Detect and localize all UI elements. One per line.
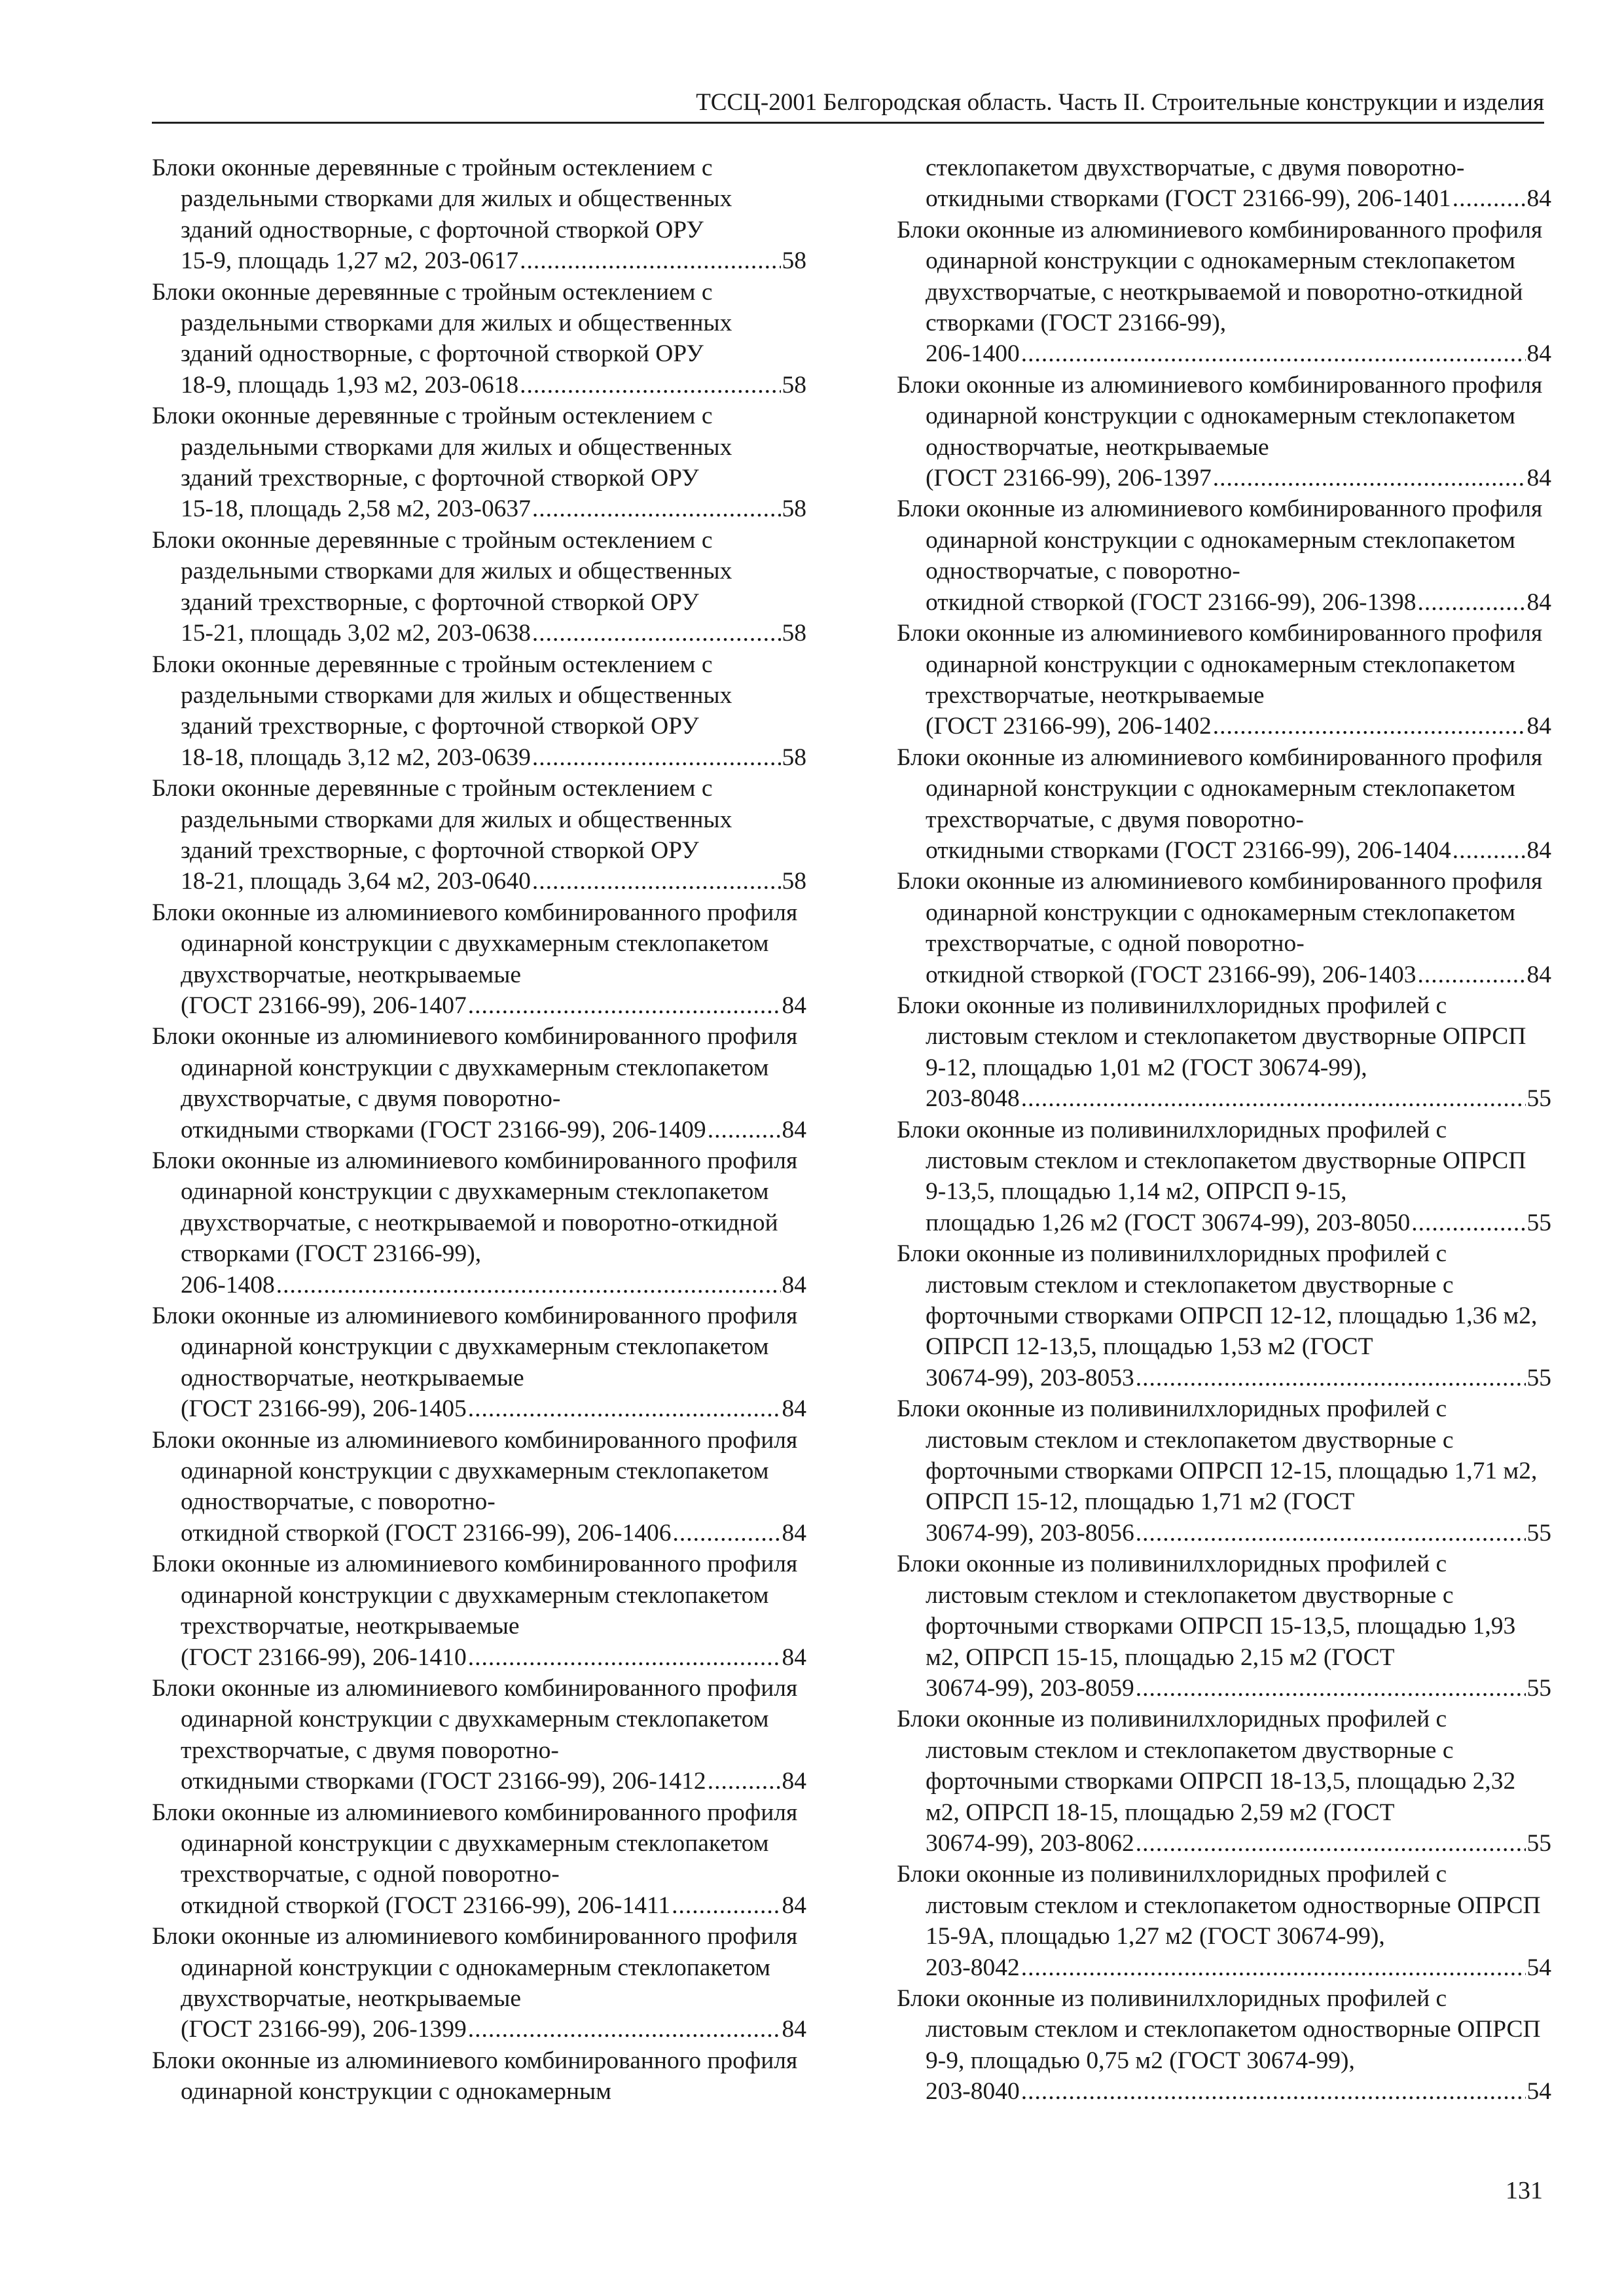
index-entry <box>152 897 806 1022</box>
index-entry <box>152 1673 806 1797</box>
entry-page-ref: 54 <box>1526 1954 1551 1981</box>
entry-page-ref: 84 <box>1526 185 1551 213</box>
index-entry <box>897 1115 1551 1239</box>
entry-code: откидной створкой (ГОСТ 23166-99), 206-1403 <box>926 961 1416 988</box>
entry-code: 18-21, площадь 3,64 м2, 203-0640 <box>181 868 531 895</box>
entry-text: Блоки оконные из алюминиевого комбинированного профиля одинарной конструкции с однокамерным стеклопакетом трехстворчатые, с одной поворотно- <box>897 868 1543 958</box>
entry-code: площадью 1,26 м2 (ГОСТ 30674-99), 203-8050 <box>926 1209 1411 1236</box>
entry-last-line <box>181 866 806 897</box>
index-entry <box>152 1145 806 1300</box>
dot-leader <box>276 1270 781 1300</box>
entry-page-ref: 84 <box>1526 836 1551 864</box>
entry-text: Блоки оконные из поливинилхлоридных профилей с листовым стеклом и стеклопакетом двустворные с форточными створками ОПРСП 15-13,5, площадью 1,93 м2, ОПРСП 15-15, площадью 2,15 м2 (ГОСТ <box>897 1551 1516 1671</box>
dot-leader <box>468 1642 781 1673</box>
index-entry <box>152 2045 806 2108</box>
entry-code: откидными створками (ГОСТ 23166-99), 206-1412 <box>181 1768 706 1795</box>
entry-text: Блоки оконные деревянные с тройным остеклением с раздельными створками для жилых и общественных зданий трехстворные, с форточной створкой ОРУ <box>152 526 732 616</box>
entry-last-line <box>181 1766 806 1797</box>
entry-last-line <box>181 370 806 401</box>
entry-code: (ГОСТ 23166-99), 206-1402 <box>926 713 1212 740</box>
entry-code: откидными створками (ГОСТ 23166-99), 206-1404 <box>926 836 1451 864</box>
entry-page-ref: 84 <box>782 1768 806 1795</box>
index-entry <box>897 990 1551 1115</box>
dot-leader <box>1418 960 1526 990</box>
entry-page-ref: 84 <box>782 1395 806 1423</box>
dot-leader <box>708 1115 781 1145</box>
index-entry <box>897 1238 1551 1393</box>
entry-code: 206-1400 <box>926 340 1020 368</box>
dot-leader <box>1213 711 1526 742</box>
entry-code: (ГОСТ 23166-99), 206-1397 <box>926 465 1212 492</box>
entry-text: Блоки оконные деревянные с тройным остеклением с раздельными створками для жилых и общественных зданий одностворные, с форточной створкой ОРУ <box>152 278 732 368</box>
entry-code: 203-8040 <box>926 2078 1020 2106</box>
dot-leader <box>1418 587 1526 618</box>
entry-last-line <box>926 1083 1551 1114</box>
entry-last-line <box>926 463 1551 493</box>
entry-text: Блоки оконные из алюминиевого комбинированного профиля одинарной конструкции с однокамерным стеклопакетом трехстворчатые, с двумя поворотно- <box>897 744 1543 833</box>
entry-page-ref: 58 <box>782 744 806 771</box>
entry-page-ref: 54 <box>1526 2078 1551 2106</box>
dot-leader <box>1021 338 1526 369</box>
running-header: ТССЦ-2001 Белгородская область. Часть II. Строительные конструкции и изделия <box>152 84 1544 124</box>
dot-leader <box>1411 1208 1525 1238</box>
dot-leader <box>1021 2076 1526 2107</box>
entry-text: Блоки оконные деревянные с тройным остеклением с раздельными створками для жилых и общественных зданий трехстворные, с форточной створкой ОРУ <box>152 651 732 740</box>
entry-last-line <box>181 1270 806 1300</box>
index-entry <box>897 1859 1551 1983</box>
index-entry <box>152 277 806 401</box>
entry-code: 203-8048 <box>926 1085 1020 1113</box>
index-entry <box>897 215 1551 370</box>
entry-code: 30674-99), 203-8062 <box>926 1829 1134 1857</box>
entry-text: Блоки оконные из алюминиевого комбинированного профиля одинарной конструкции с однокамерным стеклопакетом одностворчатые, с поворотно- <box>897 495 1543 585</box>
entry-code: (ГОСТ 23166-99), 206-1407 <box>181 992 467 1019</box>
entry-code: откидной створкой (ГОСТ 23166-99), 206-1406 <box>181 1519 672 1547</box>
entry-page-ref: 58 <box>782 868 806 895</box>
index-entry <box>897 866 1551 990</box>
entry-last-line <box>181 245 806 276</box>
entry-text: Блоки оконные из алюминиевого комбинированного профиля одинарной конструкции с однокамерным стеклопакетом трехстворчатые, неоткрываемые <box>897 620 1543 709</box>
dot-leader <box>1213 463 1526 493</box>
index-entry <box>897 618 1551 742</box>
entry-page-ref: 55 <box>1526 1829 1551 1857</box>
entry-code: 18-18, площадь 3,12 м2, 203-0639 <box>181 744 531 771</box>
entry-text: Блоки оконные из алюминиевого комбинированного профиля одинарной конструкции с однокамерным <box>152 2047 798 2106</box>
dot-leader <box>1136 1828 1526 1859</box>
entry-page-ref: 55 <box>1526 1209 1551 1236</box>
entry-last-line <box>181 493 806 524</box>
index-entry <box>152 649 806 774</box>
entry-page-ref: 84 <box>782 1271 806 1299</box>
entry-code: откидными створками (ГОСТ 23166-99), 206-1409 <box>181 1116 706 1143</box>
entry-last-line <box>181 1393 806 1424</box>
entry-page-ref: 84 <box>782 992 806 1019</box>
index-entry <box>897 742 1551 867</box>
entry-page-ref: 84 <box>1526 465 1551 492</box>
index-entry <box>897 1983 1551 2108</box>
entry-last-line <box>926 2076 1551 2107</box>
entry-code: 15-18, площадь 2,58 м2, 203-0637 <box>181 495 531 523</box>
entry-last-line <box>926 1952 1551 1983</box>
dot-leader <box>532 742 781 773</box>
entry-last-line <box>181 1518 806 1549</box>
entry-last-line <box>926 587 1551 618</box>
entry-code: 30674-99), 203-8053 <box>926 1364 1134 1391</box>
dot-leader <box>708 1766 781 1797</box>
entry-code: откидной створкой (ГОСТ 23166-99), 206-1411 <box>181 1892 671 1919</box>
entry-code: (ГОСТ 23166-99), 206-1405 <box>181 1395 467 1423</box>
entry-text: Блоки оконные из поливинилхлоридных профилей с листовым стеклом и стеклопакетом одностворные ОПРСП 9-9, площадью 0,75 м2 (ГОСТ 30674-99), <box>897 1984 1541 2074</box>
entry-code: 203-8042 <box>926 1954 1020 1981</box>
entry-text: Блоки оконные из алюминиевого комбинированного профиля одинарной конструкции с двухкамерным стеклопакетом трехстворчатые, неоткрываемые <box>152 1551 798 1640</box>
entry-text: Блоки оконные деревянные с тройным остеклением с раздельными створками для жилых и общественных зданий одностворные, с форточной створкой ОРУ <box>152 154 732 243</box>
index-entry <box>152 1021 806 1145</box>
dot-leader <box>468 1393 781 1424</box>
entry-text: Блоки оконные из алюминиевого комбинированного профиля одинарной конструкции с двухкамерным стеклопакетом двухстворчатые, неоткрываемые <box>152 899 798 988</box>
entry-page-ref: 58 <box>782 247 806 275</box>
entry-last-line <box>926 960 1551 990</box>
entry-code: (ГОСТ 23166-99), 206-1410 <box>181 1643 467 1671</box>
entry-text: Блоки оконные деревянные с тройным остеклением с раздельными створками для жилых и общественных зданий трехстворные, с форточной створкой ОРУ <box>152 403 732 492</box>
entry-last-line <box>926 1208 1551 1238</box>
entry-text: Блоки оконные из поливинилхлоридных профилей с листовым стеклом и стеклопакетом двустворные с форточными створками ОПРСП 18-13,5, площадью 2,32 м2, ОПРСП 18-15, площадью 2,59 м2 (ГОСТ <box>897 1706 1516 1826</box>
dot-leader <box>1136 1363 1526 1393</box>
entry-code: 30674-99), 203-8059 <box>926 1674 1134 1702</box>
entry-page-ref: 84 <box>782 1643 806 1671</box>
dot-leader <box>1021 1083 1526 1114</box>
entry-last-line <box>926 1363 1551 1393</box>
entry-page-ref: 55 <box>1526 1085 1551 1113</box>
entry-text: Блоки оконные из алюминиевого комбинированного профиля одинарной конструкции с двухкамерным стеклопакетом одностворчатые, неоткрываемые <box>152 1302 798 1391</box>
dot-leader <box>672 1890 780 1921</box>
entry-last-line <box>926 1673 1551 1704</box>
entry-page-ref: 84 <box>782 1116 806 1143</box>
index-entry <box>897 1704 1551 1859</box>
index-entry <box>897 1393 1551 1549</box>
entry-text: Блоки оконные из алюминиевого комбинированного профиля одинарной конструкции с однокамерным стеклопакетом двухстворчатые, с неоткрываемой и поворотно-откидной створками (ГОСТ 23166-99), <box>897 216 1543 337</box>
index-entry <box>152 152 806 277</box>
index-entry <box>152 1921 806 2045</box>
entry-page-ref: 58 <box>782 371 806 399</box>
entry-text: Блоки оконные из алюминиевого комбинированного профиля одинарной конструкции с двухкамерным стеклопакетом двухстворчатые, с неоткрываемой и поворотно-откидной створками (ГОСТ 23166-99), <box>152 1147 798 1268</box>
index-entry <box>152 1549 806 1673</box>
dot-leader <box>520 245 780 276</box>
entry-page-ref: 84 <box>1526 340 1551 368</box>
entry-text: Блоки оконные из алюминиевого комбинированного профиля одинарной конструкции с двухкамерным стеклопакетом трехстворчатые, с двумя поворотно- <box>152 1674 798 1764</box>
entry-last-line <box>926 183 1551 214</box>
entry-last-line <box>926 1828 1551 1859</box>
entry-last-line <box>181 1642 806 1673</box>
entry-last-line <box>181 1115 806 1145</box>
entry-page-ref: 55 <box>1526 1364 1551 1391</box>
entry-last-line <box>181 742 806 773</box>
entry-last-line <box>926 711 1551 742</box>
entry-page-ref: 84 <box>782 2016 806 2043</box>
entry-text: Блоки оконные из алюминиевого комбинированного профиля одинарной конструкции с двухкамерным стеклопакетом двухстворчатые, с двумя поворотно- <box>152 1023 798 1113</box>
entry-last-line <box>181 1890 806 1921</box>
entry-page-ref: 84 <box>782 1892 806 1919</box>
entry-text: Блоки оконные из поливинилхлоридных профилей с листовым стеклом и стеклопакетом двустворные с форточными створками ОПРСП 12-15, площадью 1,71 м2, ОПРСП 15-12, площадью 1,71 м2 (ГОСТ <box>897 1395 1538 1516</box>
index-entry <box>152 1797 806 1922</box>
index-entry <box>152 1425 806 1549</box>
entry-last-line <box>926 1518 1551 1549</box>
entry-text: Блоки оконные из алюминиевого комбинированного профиля одинарной конструкции с однокамерным стеклопакетом одностворчатые, неоткрываемые <box>897 371 1543 461</box>
entry-code: 206-1408 <box>181 1271 275 1299</box>
entry-text: Блоки оконные из поливинилхлоридных профилей с листовым стеклом и стеклопакетом двустворные ОПРСП 9-12, площадью 1,01 м2 (ГОСТ 30674-99), <box>897 992 1526 1081</box>
dot-leader <box>1136 1518 1526 1549</box>
entry-text: Блоки оконные из алюминиевого комбинированного профиля одинарной конструкции с двухкамерным стеклопакетом одностворчатые, с поворотно- <box>152 1426 798 1516</box>
entry-page-ref: 84 <box>1526 961 1551 988</box>
entry-page-ref: 58 <box>782 620 806 647</box>
index-entry <box>152 525 806 649</box>
entry-text: стеклопакетом двухстворчатые, с двумя поворотно- <box>926 154 1465 181</box>
entry-text: Блоки оконные из алюминиевого комбинированного профиля одинарной конструкции с двухкамерным стеклопакетом трехстворчатые, с одной поворотно- <box>152 1799 798 1888</box>
entry-last-line <box>181 2014 806 2045</box>
entry-text: Блоки оконные деревянные с тройным остеклением с раздельными створками для жилых и общественных зданий трехстворные, с форточной створкой ОРУ <box>152 775 732 864</box>
index-entry <box>897 152 1551 215</box>
index-entry <box>152 773 806 897</box>
entry-text: Блоки оконные из поливинилхлоридных профилей с листовым стеклом и стеклопакетом одностворные ОПРСП 15-9А, площадью 1,27 м2 (ГОСТ 30674-99), <box>897 1861 1541 1950</box>
entry-text: Блоки оконные из алюминиевого комбинированного профиля одинарной конструкции с однокамерным стеклопакетом двухстворчатые, неоткрываемые <box>152 1923 798 2012</box>
page-number: 131 <box>1506 2177 1543 2204</box>
entry-text: Блоки оконные из поливинилхлоридных профилей с листовым стеклом и стеклопакетом двустворные с форточными створками ОПРСП 12-12, площадью 1,36 м2, ОПРСП 12-13,5, площадью 1,53 м2 (ГОСТ <box>897 1240 1538 1361</box>
dot-leader <box>532 618 781 649</box>
entry-code: откидными створками (ГОСТ 23166-99), 206-1401 <box>926 185 1451 213</box>
dot-leader <box>532 866 781 897</box>
entry-last-line <box>181 618 806 649</box>
dot-leader <box>520 370 780 401</box>
entry-code: 30674-99), 203-8056 <box>926 1519 1134 1547</box>
dot-leader <box>532 493 781 524</box>
index-entry <box>152 1300 806 1425</box>
entry-last-line <box>926 835 1551 866</box>
entry-code: 15-21, площадь 3,02 м2, 203-0638 <box>181 620 531 647</box>
entry-page-ref: 84 <box>782 1519 806 1547</box>
index-entry <box>152 401 806 525</box>
entry-page-ref: 84 <box>1526 588 1551 616</box>
entry-page-ref: 58 <box>782 495 806 523</box>
entry-text: Блоки оконные из поливинилхлоридных профилей с листовым стеклом и стеклопакетом двустворные ОПРСП 9-13,5, площадью 1,14 м2, ОПРСП 9-15, <box>897 1116 1526 1206</box>
entry-code: (ГОСТ 23166-99), 206-1399 <box>181 2016 467 2043</box>
entry-page-ref: 84 <box>1526 713 1551 740</box>
dot-leader <box>1453 835 1526 866</box>
entry-page-ref: 55 <box>1526 1674 1551 1702</box>
entry-code: 18-9, площадь 1,93 м2, 203-0618 <box>181 371 519 399</box>
entry-code: 15-9, площадь 1,27 м2, 203-0617 <box>181 247 519 275</box>
dot-leader <box>468 2014 781 2045</box>
dot-leader <box>1021 1952 1526 1983</box>
entry-last-line <box>926 338 1551 369</box>
entry-code: откидной створкой (ГОСТ 23166-99), 206-1398 <box>926 588 1416 616</box>
dot-leader <box>673 1518 781 1549</box>
dot-leader <box>468 990 781 1021</box>
index-column-right <box>897 152 1551 2108</box>
entry-page-ref: 55 <box>1526 1519 1551 1547</box>
index-entry <box>897 1549 1551 1704</box>
index-column-left <box>152 152 806 2108</box>
entry-last-line <box>181 990 806 1021</box>
dot-leader <box>1136 1673 1526 1704</box>
dot-leader <box>1453 183 1526 214</box>
index-entry <box>897 370 1551 494</box>
index-entry <box>897 493 1551 618</box>
